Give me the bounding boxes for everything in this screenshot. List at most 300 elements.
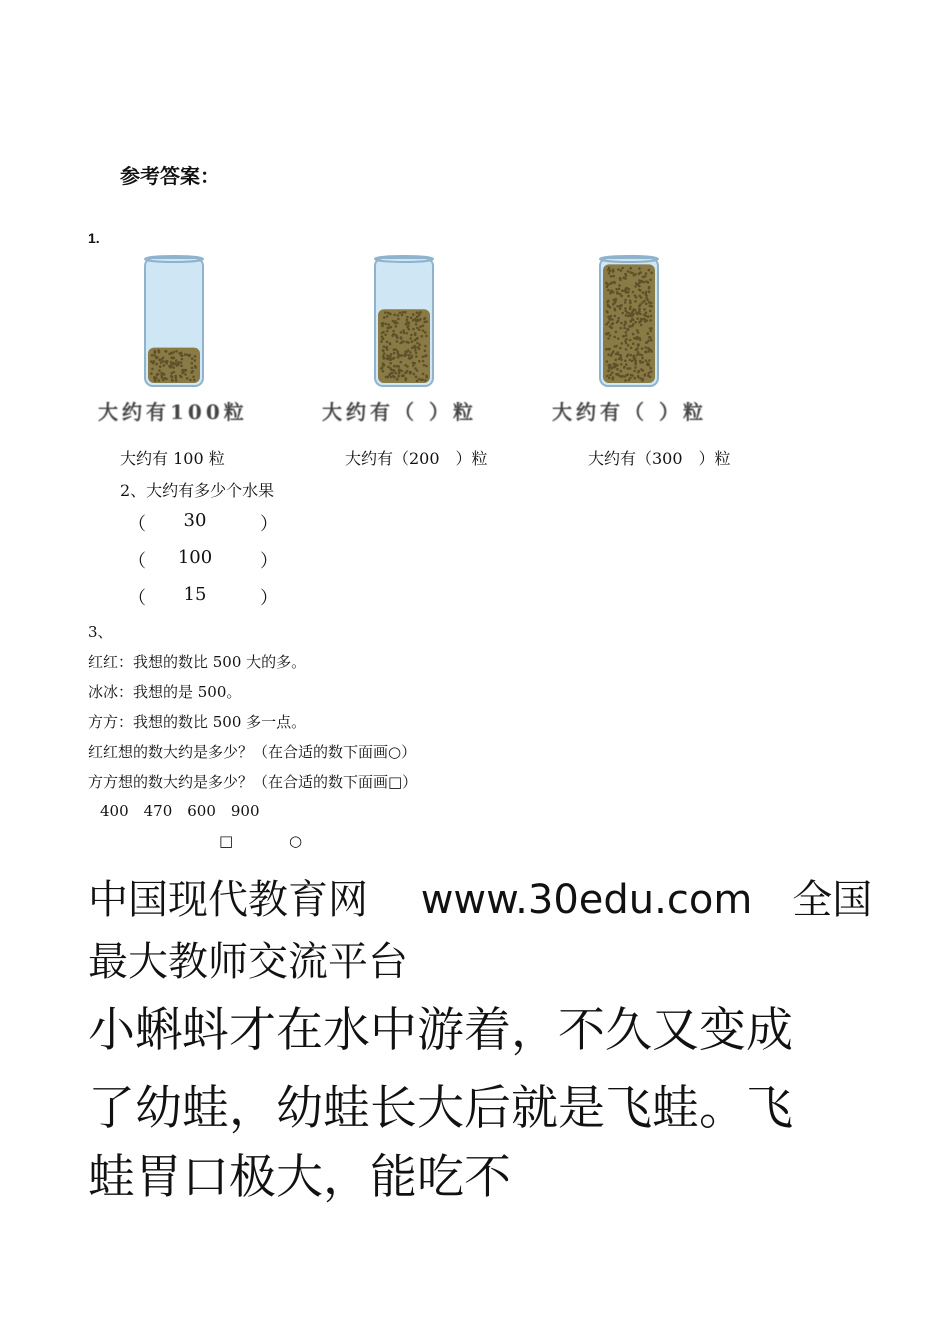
- seed-dot: [626, 311, 629, 314]
- seed-dot: [646, 299, 649, 302]
- seed-dot: [408, 357, 411, 360]
- seed-dot: [638, 267, 641, 270]
- seed-dot: [175, 377, 178, 380]
- close-paren: ）: [260, 514, 278, 535]
- seed-dot: [625, 363, 628, 366]
- seed-dot: [629, 305, 632, 308]
- seed-dot: [387, 356, 390, 359]
- seed-dot: [645, 302, 648, 305]
- seed-dot: [398, 372, 401, 375]
- circle-mark: ○: [289, 832, 303, 850]
- seed-dot: [607, 305, 610, 308]
- seed-dot: [645, 359, 648, 362]
- seed-dot: [630, 354, 633, 357]
- seed-dot: [621, 375, 624, 378]
- seed-dot: [421, 379, 424, 382]
- seed-dot: [647, 332, 650, 335]
- seed-dot: [645, 311, 648, 314]
- seed-dot: [613, 281, 616, 284]
- seed-dot: [621, 267, 624, 270]
- seed-dot: [419, 312, 422, 315]
- seed-dot: [625, 342, 628, 345]
- seed-dot: [627, 344, 630, 347]
- seed-dot: [402, 374, 405, 377]
- seed-dot: [410, 317, 413, 320]
- seed-dot: [619, 293, 622, 296]
- seed-dot: [606, 311, 609, 314]
- seed-dot: [416, 342, 419, 345]
- seed-dot: [624, 321, 627, 324]
- jar-3-graphic: [550, 250, 750, 400]
- seed-dot: [408, 321, 411, 324]
- answer-jar-1: 大约有 100 粒: [120, 449, 225, 468]
- seed-dot: [626, 291, 629, 294]
- seed-dot: [399, 312, 402, 315]
- seed-dot: [421, 356, 424, 359]
- seed-dot: [424, 379, 427, 382]
- seed-dot: [163, 364, 166, 367]
- seed-dot: [636, 348, 639, 351]
- seed-dot: [627, 315, 630, 318]
- open-paren: （: [128, 514, 146, 535]
- seed-dot: [605, 282, 608, 285]
- seed-dot: [627, 328, 630, 331]
- seed-dot: [626, 355, 629, 358]
- seed-dot: [172, 357, 175, 360]
- seed-dot: [417, 320, 420, 323]
- seed-dot: [644, 350, 647, 353]
- seed-dot: [191, 362, 194, 365]
- seed-dot: [612, 378, 615, 381]
- seed-dot: [619, 305, 622, 308]
- seed-dot: [615, 365, 618, 368]
- seed-dot: [154, 379, 157, 382]
- seed-dot: [414, 332, 417, 335]
- seed-dot: [629, 267, 632, 270]
- seed-dot: [648, 286, 651, 289]
- seed-dot: [383, 316, 386, 319]
- seed-dot: [648, 359, 651, 362]
- seed-dot: [649, 310, 652, 313]
- seed-dot: [648, 301, 651, 304]
- seed-dot: [608, 377, 611, 380]
- seed-dot: [641, 357, 644, 360]
- seed-dot: [426, 376, 429, 379]
- seed-dot: [383, 352, 386, 355]
- seed-dot: [181, 358, 184, 361]
- seed-dot: [175, 379, 178, 382]
- seed-dot: [632, 333, 635, 336]
- seed-dot: [616, 368, 619, 371]
- seed-dot: [634, 363, 637, 366]
- seed-dot: [395, 372, 398, 375]
- seed-dot: [639, 313, 642, 316]
- seed-dot: [643, 374, 646, 377]
- seed-dot: [625, 287, 628, 290]
- story-line-2: 了幼蛙，幼蛙长大后就是飞蛙。飞: [88, 1081, 793, 1136]
- q3-line-5: 方方想的数大约是多少？（在合适的数下面画□）: [88, 773, 418, 791]
- seed-dot: [619, 307, 622, 310]
- seed-dot: [638, 289, 641, 292]
- seed-dot: [615, 288, 618, 291]
- seed-dot: [629, 271, 632, 274]
- seed-dot: [607, 348, 610, 351]
- seed-dot: [400, 361, 403, 364]
- seed-dot: [160, 375, 163, 378]
- seed-dot: [609, 374, 612, 377]
- seed-dot: [155, 377, 158, 380]
- seed-dot: [188, 355, 191, 358]
- q3-line-2: 冰冰：我想的是 500。: [88, 683, 242, 701]
- seed-dot: [186, 377, 189, 380]
- seed-dot: [173, 363, 176, 366]
- seed-dot: [647, 374, 650, 377]
- seed-dot: [607, 289, 610, 292]
- seed-dot: [629, 302, 632, 305]
- seed-dot: [406, 365, 409, 368]
- seed-dot: [386, 348, 389, 351]
- seed-dot: [393, 365, 396, 368]
- seed-dot: [613, 302, 616, 305]
- seed-dot: [624, 379, 627, 382]
- seed-dot: [168, 365, 171, 368]
- seed-dot: [622, 335, 625, 338]
- seed-dot: [630, 374, 633, 377]
- seed-dot: [606, 301, 609, 304]
- seed-dot: [640, 324, 643, 327]
- seed-dot: [650, 330, 653, 333]
- seed-dot: [393, 348, 396, 351]
- question-1-number: 1.: [88, 230, 100, 246]
- seed-dot: [641, 378, 644, 381]
- seed-dot: [643, 281, 646, 284]
- seed-dot: [645, 346, 648, 349]
- seed-dot: [625, 338, 628, 341]
- seed-dot: [647, 281, 650, 284]
- seed-dot: [416, 311, 419, 314]
- seed-dot: [409, 337, 412, 340]
- seed-dot: [405, 341, 408, 344]
- seed-dot: [642, 291, 645, 294]
- seed-dot: [382, 364, 385, 367]
- seed-dot: [412, 362, 415, 365]
- seed-dot: [633, 274, 636, 277]
- seed-dot: [381, 338, 384, 341]
- seed-dot: [645, 272, 648, 275]
- seed-dot: [632, 291, 635, 294]
- seed-dot: [157, 349, 160, 352]
- seed-dot: [424, 355, 427, 358]
- seed-dot: [158, 379, 161, 382]
- seed-dot: [616, 351, 619, 354]
- seed-dot: [381, 366, 384, 369]
- seed-dot: [402, 329, 405, 332]
- seed-dot: [612, 269, 615, 272]
- seed-dot: [415, 376, 418, 379]
- seed-dot: [183, 369, 186, 372]
- seed-dot: [605, 332, 608, 335]
- seed-dot: [621, 289, 624, 292]
- seed-dot: [633, 370, 636, 373]
- seed-dot: [425, 335, 428, 338]
- seed-dot: [612, 322, 615, 325]
- seed-dot: [389, 362, 392, 365]
- seed-dot: [649, 367, 652, 370]
- seed-dot: [175, 359, 178, 362]
- seed-dot: [614, 309, 617, 312]
- seed-dot: [391, 334, 394, 337]
- seed-dot: [610, 315, 613, 318]
- seed-dot: [396, 378, 399, 381]
- q3-number-choices: 400 470 600 900: [100, 802, 260, 820]
- seed-dot: [412, 313, 415, 316]
- seed-dot: [172, 351, 175, 354]
- seed-fill: [378, 309, 430, 383]
- seed-dot: [629, 359, 632, 362]
- answer-value: 15: [183, 584, 207, 605]
- seed-dot: [400, 331, 403, 334]
- seed-dot: [611, 352, 614, 355]
- seed-dot: [613, 336, 616, 339]
- seed-dot: [614, 315, 617, 318]
- seed-dot: [631, 318, 634, 321]
- seed-dot: [612, 366, 615, 369]
- seed-dot: [619, 347, 622, 350]
- seed-dot: [179, 375, 182, 378]
- seed-dot: [620, 322, 623, 325]
- seed-dot: [151, 368, 154, 371]
- seed-dot: [605, 348, 608, 351]
- seed-dot: [394, 320, 397, 323]
- seed-dot: [610, 366, 613, 369]
- jar-1-caption: 大约有100粒: [98, 400, 248, 424]
- seed-dot: [405, 379, 408, 382]
- seed-dot: [191, 357, 194, 360]
- seed-dot: [619, 327, 622, 330]
- seed-dot: [386, 330, 389, 333]
- seed-dot: [160, 372, 163, 375]
- seed-dot: [635, 282, 638, 285]
- seed-dot: [156, 356, 159, 359]
- seed-dot: [608, 267, 611, 270]
- seed-dot: [648, 348, 651, 351]
- open-paren: （: [128, 588, 146, 609]
- seed-dot: [384, 311, 387, 314]
- seed-dot: [412, 328, 415, 331]
- seed-dot: [178, 352, 181, 355]
- seed-dot: [617, 268, 620, 271]
- seed-dot: [184, 373, 187, 376]
- seed-dot: [392, 330, 395, 333]
- seed-dot: [389, 373, 392, 376]
- seed-dot: [630, 347, 633, 350]
- seed-dot: [381, 325, 384, 328]
- close-paren: ）: [260, 588, 278, 609]
- seed-dot: [393, 357, 396, 360]
- seed-dot: [639, 377, 642, 380]
- seed-dot: [634, 377, 637, 380]
- question-3-number: 3、: [88, 623, 113, 641]
- seed-dot: [624, 301, 627, 304]
- seed-dot: [414, 367, 417, 370]
- seed-dot: [180, 365, 183, 368]
- seed-dot: [650, 370, 653, 373]
- seed-dot: [406, 326, 409, 329]
- seed-dot: [615, 331, 618, 334]
- seed-dot: [412, 364, 415, 367]
- seed-dot: [610, 354, 613, 357]
- seed-dot: [647, 315, 650, 318]
- seed-dot: [636, 317, 639, 320]
- seed-dot: [397, 318, 400, 321]
- seed-dot: [395, 325, 398, 328]
- seed-dot: [411, 340, 414, 343]
- seed-dot: [637, 351, 640, 354]
- seed-dot: [639, 360, 642, 363]
- question-2-title: 2、大约有多少个水果: [120, 481, 275, 500]
- seed-dot: [154, 351, 157, 354]
- seed-dot: [648, 336, 651, 339]
- seed-dot: [386, 346, 389, 349]
- seed-dot: [170, 361, 173, 364]
- seed-dot: [620, 269, 623, 272]
- seed-dot: [384, 333, 387, 336]
- seed-dot: [397, 314, 400, 317]
- seed-dot: [609, 282, 612, 285]
- seed-dot: [638, 272, 641, 275]
- seed-dot: [150, 372, 153, 375]
- seed-dot: [180, 361, 183, 364]
- seed-dot: [616, 373, 619, 376]
- seed-dot: [645, 294, 648, 297]
- seed-dot: [416, 380, 419, 383]
- seed-dot: [623, 327, 626, 330]
- seed-dot: [155, 363, 158, 366]
- answer-jar-2: 大约有（200 ）粒: [345, 449, 488, 468]
- seed-dot: [628, 288, 631, 291]
- seed-dot: [404, 350, 407, 353]
- seed-dot: [162, 360, 165, 363]
- seed-dot: [639, 353, 642, 356]
- seed-dot: [606, 360, 609, 363]
- seed-dot: [641, 301, 644, 304]
- seed-dot: [404, 353, 407, 356]
- seed-dot: [620, 363, 623, 366]
- seed-dot: [389, 367, 392, 370]
- seed-dot: [624, 307, 627, 310]
- jar-2-caption: 大约有（ ）粒: [322, 400, 477, 424]
- seed-dot: [388, 342, 391, 345]
- seed-dot: [409, 371, 412, 374]
- seed-dot: [609, 334, 612, 337]
- seed-dot: [610, 275, 613, 278]
- seed-dot: [382, 357, 385, 360]
- seed-dot: [387, 312, 390, 315]
- seed-dot: [418, 328, 421, 331]
- seed-dot: [648, 372, 651, 375]
- seed-dot: [620, 358, 623, 361]
- seed-dot: [164, 377, 167, 380]
- seed-dot: [608, 364, 611, 367]
- seed-dot: [625, 331, 628, 334]
- seed-dot: [405, 332, 408, 335]
- seed-dot: [385, 376, 388, 379]
- seed-dot: [386, 315, 389, 318]
- seed-dot: [418, 378, 421, 381]
- seed-dot: [189, 379, 192, 382]
- seed-dot: [385, 323, 388, 326]
- seed-dot: [425, 320, 428, 323]
- seed-dot: [177, 361, 180, 364]
- seed-dot: [194, 355, 197, 358]
- seed-dot: [419, 325, 422, 328]
- answer-jar-3: 大约有（300 ）粒: [588, 449, 731, 468]
- seed-dot: [608, 369, 611, 372]
- seed-dot: [616, 291, 619, 294]
- seed-dot: [606, 375, 609, 378]
- seed-dot: [405, 323, 408, 326]
- seed-dot: [608, 272, 611, 275]
- seed-dot: [381, 322, 384, 325]
- seed-dot: [614, 345, 617, 348]
- seed-dot: [650, 272, 653, 275]
- seed-dot: [619, 356, 622, 359]
- seed-dot: [625, 334, 628, 337]
- seed-dot: [424, 345, 427, 348]
- seed-dot: [192, 376, 195, 379]
- seed-dot: [151, 354, 154, 357]
- seed-dot: [425, 365, 428, 368]
- seed-dot: [645, 291, 648, 294]
- seed-dot: [637, 337, 640, 340]
- seed-dot: [631, 314, 634, 317]
- seed-dot: [647, 350, 650, 353]
- page-heading: 参考答案：: [120, 164, 220, 188]
- seed-dot: [650, 305, 653, 308]
- seed-dot: [414, 347, 417, 350]
- seed-dot: [633, 358, 636, 361]
- seed-dot: [390, 326, 393, 329]
- seed-dot: [423, 318, 426, 321]
- seed-dot: [386, 341, 389, 344]
- seed-dot: [647, 362, 650, 365]
- seed-dot: [194, 359, 197, 362]
- seed-dot: [621, 312, 624, 315]
- seed-dot: [632, 323, 635, 326]
- seed-dot: [635, 296, 638, 299]
- seed-dot: [154, 354, 157, 357]
- seed-dot: [387, 366, 390, 369]
- seed-dot: [173, 371, 176, 374]
- seed-dot: [159, 365, 162, 368]
- seed-dot: [624, 299, 627, 302]
- seed-dot: [396, 365, 399, 368]
- seed-dot: [393, 314, 396, 317]
- seed-dot: [402, 311, 405, 314]
- seed-dot: [643, 308, 646, 311]
- seed-dot: [638, 285, 641, 288]
- seed-dot: [632, 342, 635, 345]
- seed-dot: [646, 341, 649, 344]
- seed-dot: [414, 349, 417, 352]
- seed-dot: [634, 300, 637, 303]
- seed-dot: [416, 316, 419, 319]
- seed-dot: [629, 300, 632, 303]
- seed-dot: [393, 370, 396, 373]
- seed-dot: [403, 332, 406, 335]
- answer-value: 100: [177, 547, 213, 568]
- seed-dot: [618, 288, 621, 291]
